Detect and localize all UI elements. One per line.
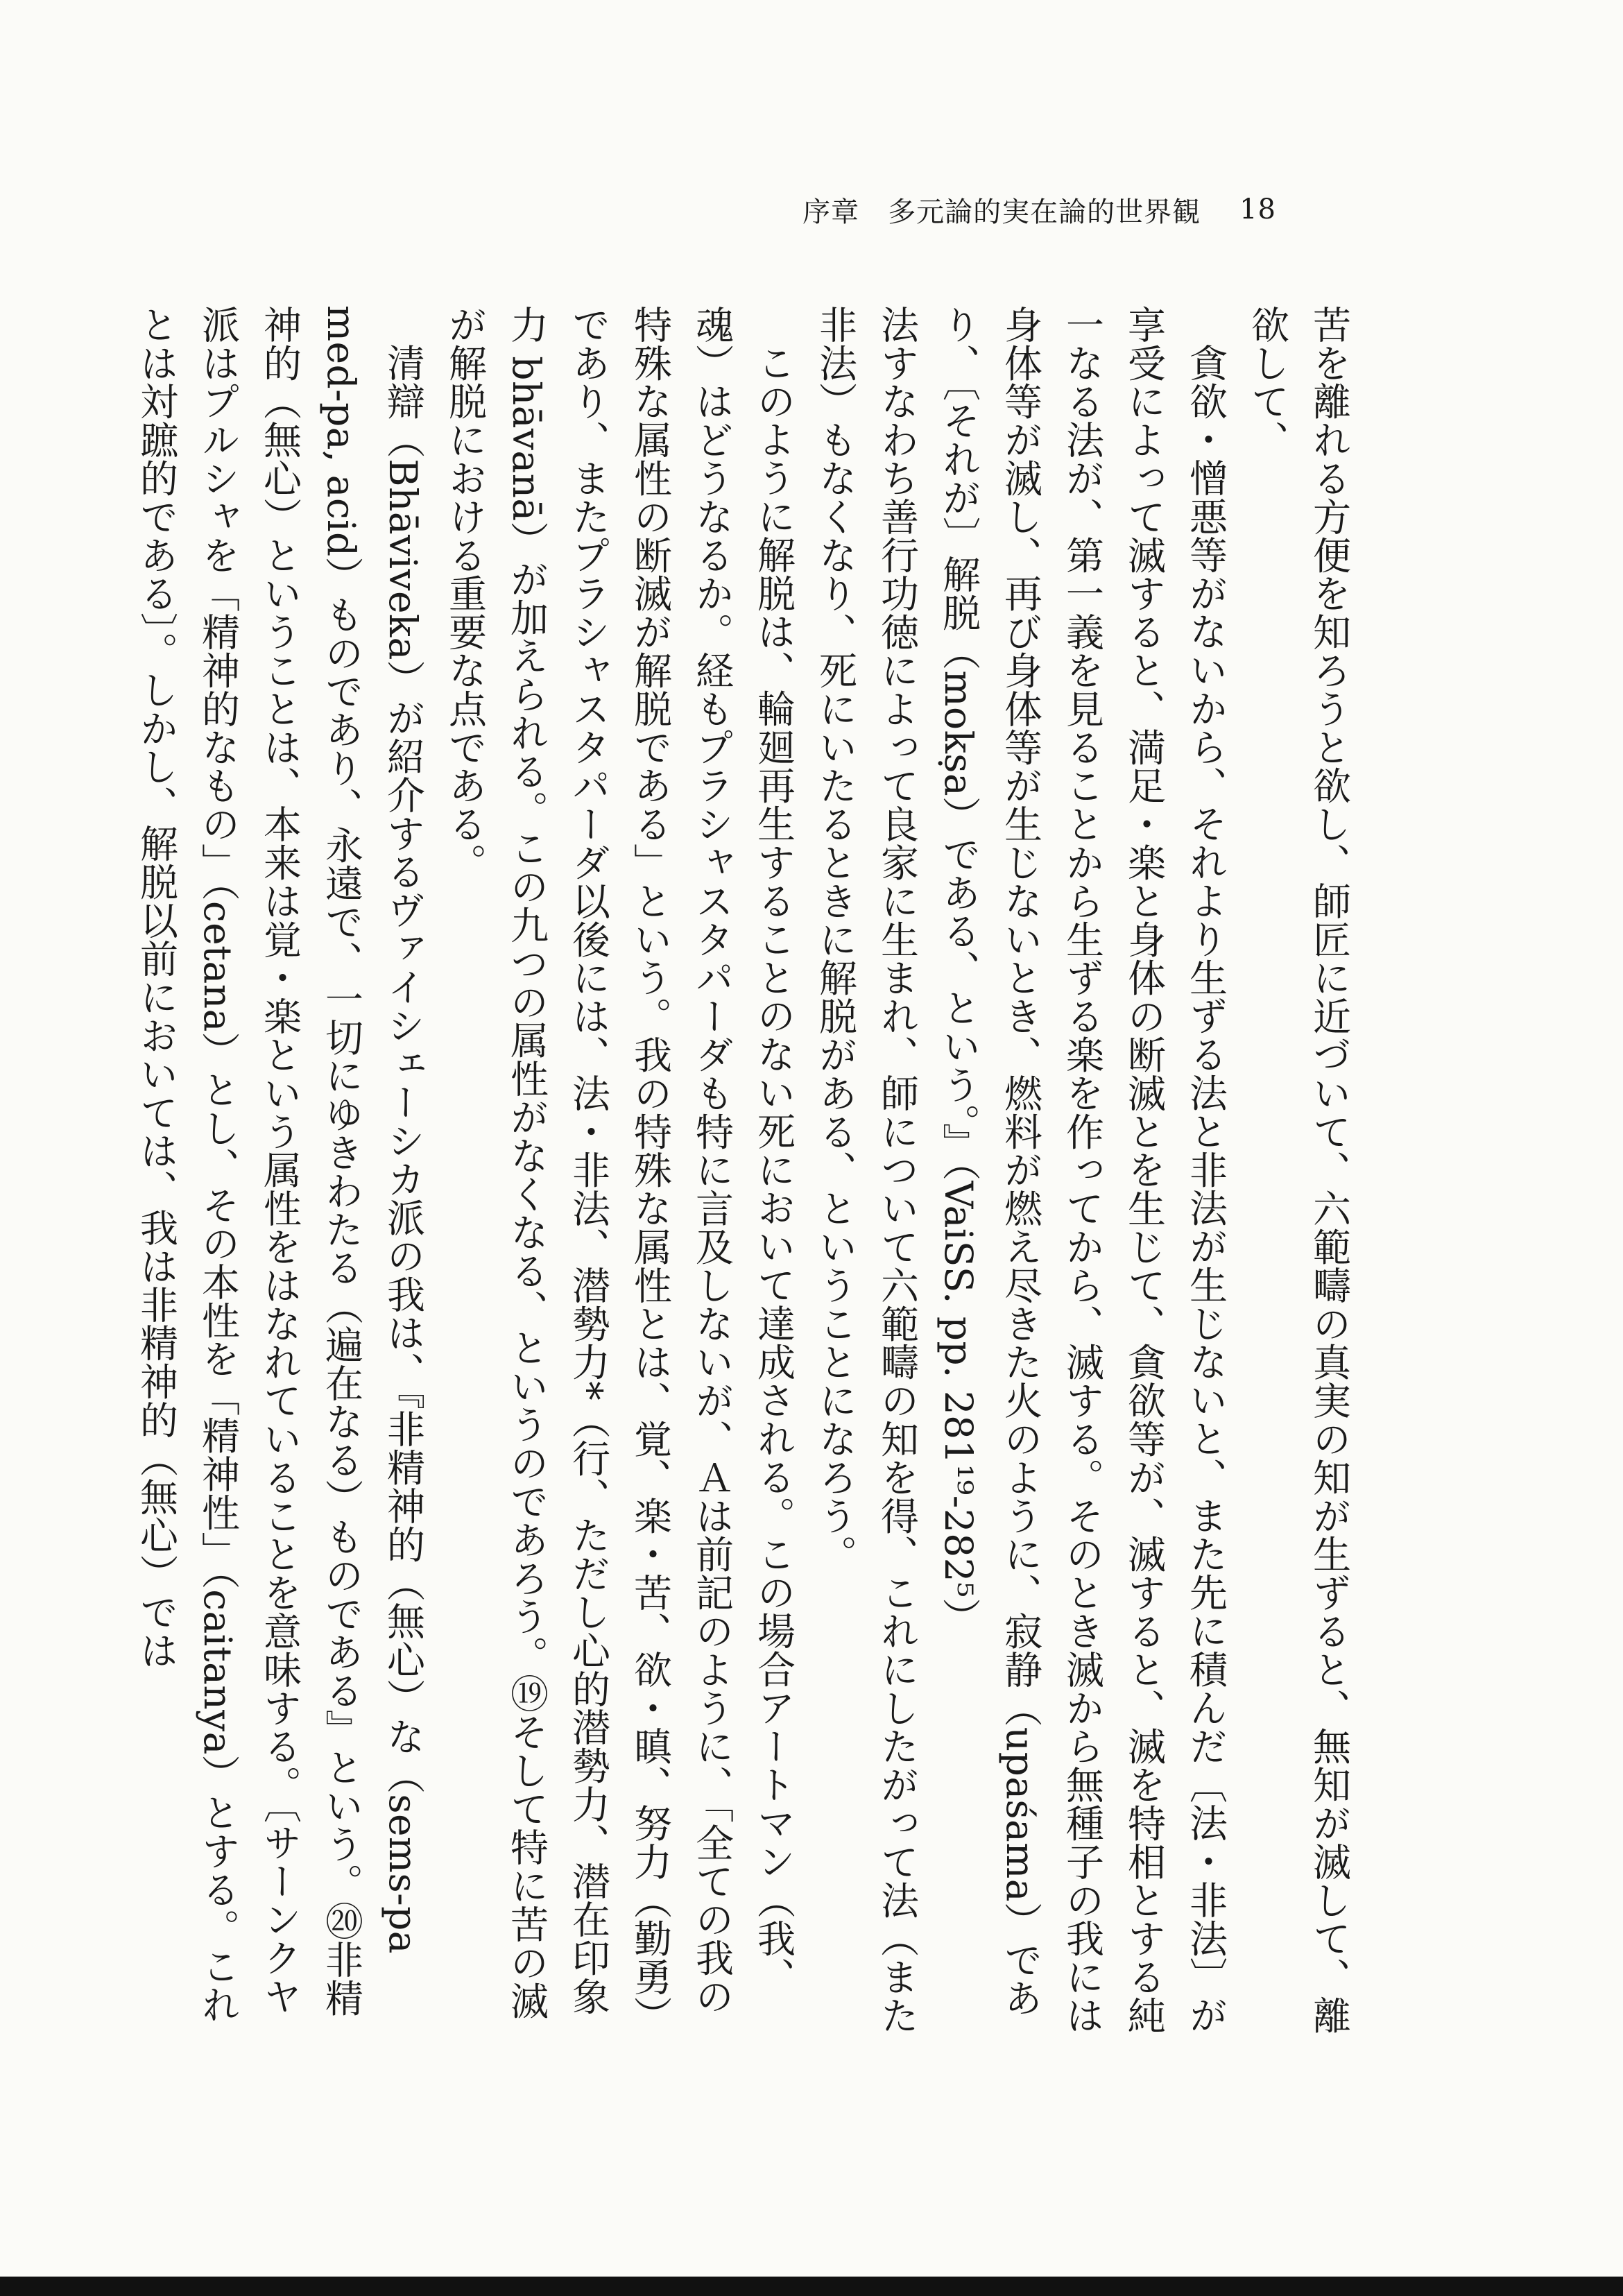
paragraph-5: 清辯（Bhāviveka）が紹介するヴァイシェーシカ派の我は、『非精神的（無心）な（sems-pa med-pa, acid）ものであり、永遠で、一切にゆきわたる（遍在なる）ものである』という。⑳非精神的（無心）ということは、本来は覚・楽という属性をはなれていることを意味する。〔サーンクヤ派はプルシャを「精神的なもの」（cetana）とし、その本性を「精神性」（caitanya）とする。これとは対蹠的である〕。しかし、解脱以前においては、我は非精神的（無心）では	[134, 305, 425, 2024]
paragraph-4: このように解脱は、輪廻再生することのない死において達成される。この場合アートマン（我、魂）はどうなるか。経もプラシャスタパーダも特に言及しないが、Ａは前記のように、「全ての我の特殊な属性の断滅が解脱である」という。我の特殊な属性とは、覚、楽・苦、欲・瞋、努力（勤勇）であり、またプラシャスタパーダ以後には、法・非法、潜勢力*（行、ただし心的潜勢力、潜在印象力 bhāvanā）が加えられる。この九つの属性がなくなる、というのであろう。⑲そして特に苦の滅が解脱における重要な点である。	[443, 305, 796, 2034]
paragraph-3: 法すなわち善行功徳によって良家に生まれ、師について六範疇の知を得、これにしたがって法（また非法）もなくなり、死にいたるときに解脱がある、ということになろう。	[813, 305, 919, 2034]
scan-bottom-edge	[0, 2277, 1623, 2296]
chapter-title: 序章 多元論的実在論的世界観	[802, 196, 1201, 228]
running-header	[791, 189, 1276, 230]
paragraph-2: 貪欲・憎悪等がないから、それより生ずる法と非法が生じないと、また先に積んだ〔法・非法〕が享受によって滅すると、満足・楽と身体の断滅とを生じて、貪欲等が、滅すると、滅を特相とする純一なる法が、第一義を見ることから生ずる楽を作ってから、滅する。そのとき滅から無種子の我には身体等が滅し、再び身体等が生じないとき、燃料が燃え尽きた火のように、寂静（upaśama）であり、〔それが〕解脱（mokṣa）である、という。』（VaiSS. pp. 281¹⁹-282⁵）	[936, 305, 1228, 2034]
page-number: 18	[1239, 194, 1276, 225]
body-text	[134, 305, 1359, 2053]
paragraph-1: 苦を離れる方便を知ろうと欲し、師匠に近づいて、六範疇の真実の知が生ずると、無知が滅して、離欲して、	[1245, 305, 1351, 2034]
